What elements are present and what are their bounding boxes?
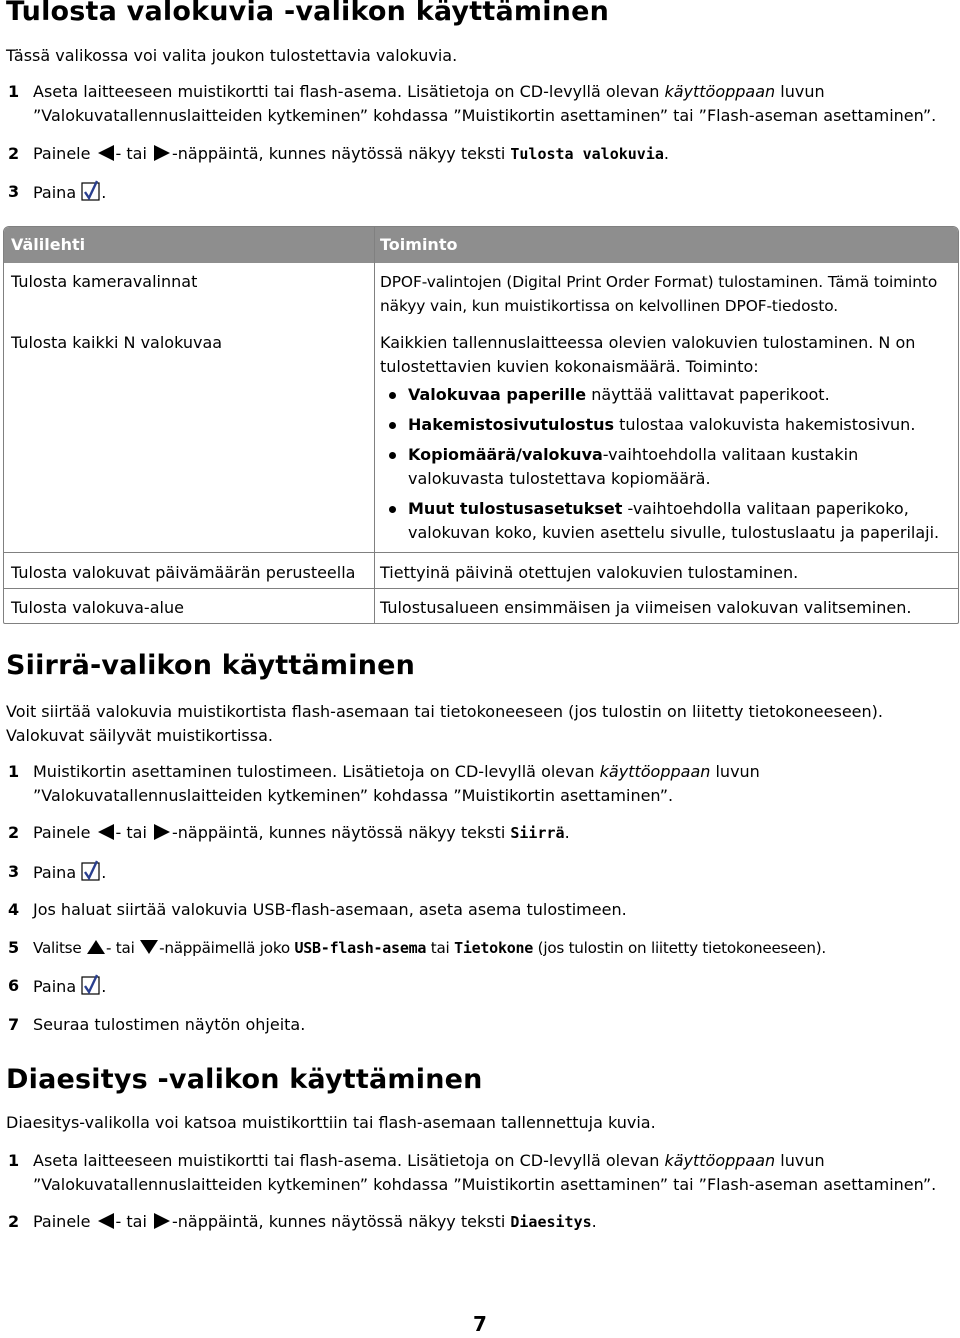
table-cell-tab: Tulosta kameravalinnat <box>11 272 198 291</box>
step-2: 2 Painele - tai -näppäintä, kunnes näytössä näkyy teksti Siirrä. <box>8 821 954 845</box>
step-3: 3 Paina . <box>8 182 107 202</box>
step-number: 1 <box>8 1151 20 1170</box>
table-cell-desc: Kaikkien tallennuslaitteessa olevien valokuvien tulostaminen. N on tulostettavien kuvien kokonaismäärä. Toiminto: Valokuvaa paperille näyttää valittavat paperikoot. Hakemistosivutulostus tulostaa valokuvista hakemistosivun. Kopiomäärä/valokuva-vaihtoehdolla valitaan kustakin valokuvasta tulostettava kopiomäärä. Muut tulostusasetukset -vaihtoehdolla valitaan paperikoko, valokuvan koko, kuvien asettelu sivulle, tulostuslaatu ja paperilaji. <box>380 331 955 551</box>
display-text: Siirrä <box>510 824 565 842</box>
step-number: 1 <box>8 762 20 781</box>
list-item: Valokuvaa paperille näyttää valittavat paperikoot. <box>380 383 955 407</box>
table-cell-desc: Tulostusalueen ensimmäisen ja viimeisen valokuvan valitseminen. <box>380 598 912 617</box>
table-header <box>4 227 958 263</box>
column-divider <box>374 227 375 623</box>
display-text: Tulosta valokuvia <box>510 145 664 163</box>
step-number: 1 <box>8 82 20 101</box>
list-item: Kopiomäärä/valokuva-vaihtoehdolla valitaan kustakin valokuvasta tulostettava kopiomäärä. <box>380 443 955 491</box>
list-item: Hakemistosivutulostus tulostaa valokuvista hakemistosivun. <box>380 413 955 437</box>
step-5: 5 Valitse - tai -näppäimellä joko USB-flash-asema tai Tietokone (jos tulostin on liitetty tietokoneeseen). <box>8 936 954 960</box>
list-item: Muut tulostusasetukset -vaihtoehdolla valitaan paperikoko, valokuvan koko, kuvien asettelu sivulle, tulostuslaatu ja paperilaji. <box>380 497 955 545</box>
table-cell-tab: Tulosta valokuva-alue <box>11 598 184 617</box>
right-arrow-icon <box>152 144 172 162</box>
down-arrow-icon <box>139 938 159 956</box>
section-title-slideshow: Diaesitys -valikon käyttäminen <box>6 1064 483 1095</box>
select-checkmark-icon <box>81 860 101 882</box>
step-number: 6 <box>8 976 20 995</box>
select-checkmark-icon <box>81 974 101 996</box>
right-arrow-icon <box>152 1212 172 1230</box>
step-4: 4 Jos haluat siirtää valokuvia USB-flash-asemaan, aseta asema tulostimeen. <box>8 898 954 922</box>
step-2: 2 Painele - tai -näppäintä, kunnes näytössä näkyy teksti Tulosta valokuvia. <box>8 142 954 166</box>
display-option: USB-flash-asema <box>294 939 427 957</box>
menu-options-table <box>3 226 959 624</box>
step-3: 3 Paina . <box>8 862 107 882</box>
row-divider <box>4 552 958 553</box>
step-6: 6 Paina . <box>8 976 107 996</box>
table-cell-tab: Tulosta valokuvat päivämäärän perusteella <box>11 563 356 582</box>
up-arrow-icon <box>86 938 106 956</box>
step-number: 7 <box>8 1015 20 1034</box>
section-title-transfer: Siirrä-valikon käyttäminen <box>6 650 416 681</box>
select-checkmark-icon <box>81 180 101 202</box>
right-arrow-icon <box>152 823 172 841</box>
options-list <box>380 383 955 545</box>
section-intro: Diaesitys-valikolla voi katsoa muistikorttiin tai flash-asemaan tallennettuja kuvia. <box>6 1113 656 1132</box>
left-arrow-icon <box>96 823 116 841</box>
step-number: 2 <box>8 823 20 842</box>
header-function: Toiminto <box>380 235 458 254</box>
left-arrow-icon <box>96 1212 116 1230</box>
display-option: Tietokone <box>454 939 534 957</box>
step-1: 1 Muistikortin asettaminen tulostimeen. Lisätietoja on CD-levyllä olevan käyttöoppaan luvun ”Valokuvatallennuslaitteiden kytkeminen” kohdassa ”Muistikortin asettaminen”. <box>8 762 760 805</box>
display-text: Diaesitys <box>510 1213 592 1231</box>
table-cell-tab: Tulosta kaikki N valokuvaa <box>11 333 223 352</box>
step-2: 2 Painele - tai -näppäintä, kunnes näytössä näkyy teksti Diaesitys. <box>8 1210 954 1234</box>
step-1: 1 Aseta laitteeseen muistikortti tai flash-asema. Lisätietoja on CD-levyllä olevan käyttöoppaan luvun ”Valokuvatallennuslaitteiden kytkeminen” kohdassa ”Muistikortin asettaminen” tai ”Flash-aseman asettaminen”. <box>8 82 937 125</box>
left-arrow-icon <box>96 144 116 162</box>
step-number: 5 <box>8 938 20 957</box>
step-number: 3 <box>8 182 20 201</box>
table-cell-desc: DPOF-valintojen (Digital Print Order Format) tulostaminen. Tämä toiminto näkyy vain, kun muistikortissa on kelvollinen DPOF-tiedosto. <box>380 273 938 315</box>
section-title-print-photos: Tulosta valokuvia -valikon käyttäminen <box>6 0 610 27</box>
page-number: 7 <box>473 1312 487 1336</box>
step-number: 3 <box>8 862 20 881</box>
section-intro: Voit siirtää valokuvia muistikortista flash-asemaan tai tietokoneeseen (jos tulostin on liitetty tietokoneeseen). Valokuvat säilyvät muistikortissa. <box>6 702 883 745</box>
step-number: 2 <box>8 1212 20 1231</box>
step-7: 7 Seuraa tulostimen näytön ohjeita. <box>8 1013 954 1037</box>
step-1: 1 Aseta laitteeseen muistikortti tai flash-asema. Lisätietoja on CD-levyllä olevan käyttöoppaan luvun ”Valokuvatallennuslaitteiden kytkeminen” kohdassa ”Muistikortin asettaminen” tai ”Flash-aseman asettaminen”. <box>8 1151 937 1194</box>
row-divider <box>4 588 958 589</box>
step-number: 2 <box>8 144 20 163</box>
header-tab: Välilehti <box>11 235 86 254</box>
table-cell-desc: Tiettyinä päivinä otettujen valokuvien tulostaminen. <box>380 563 799 582</box>
section-intro: Tässä valikossa voi valita joukon tulostettavia valokuvia. <box>6 46 458 65</box>
step-number: 4 <box>8 900 20 919</box>
